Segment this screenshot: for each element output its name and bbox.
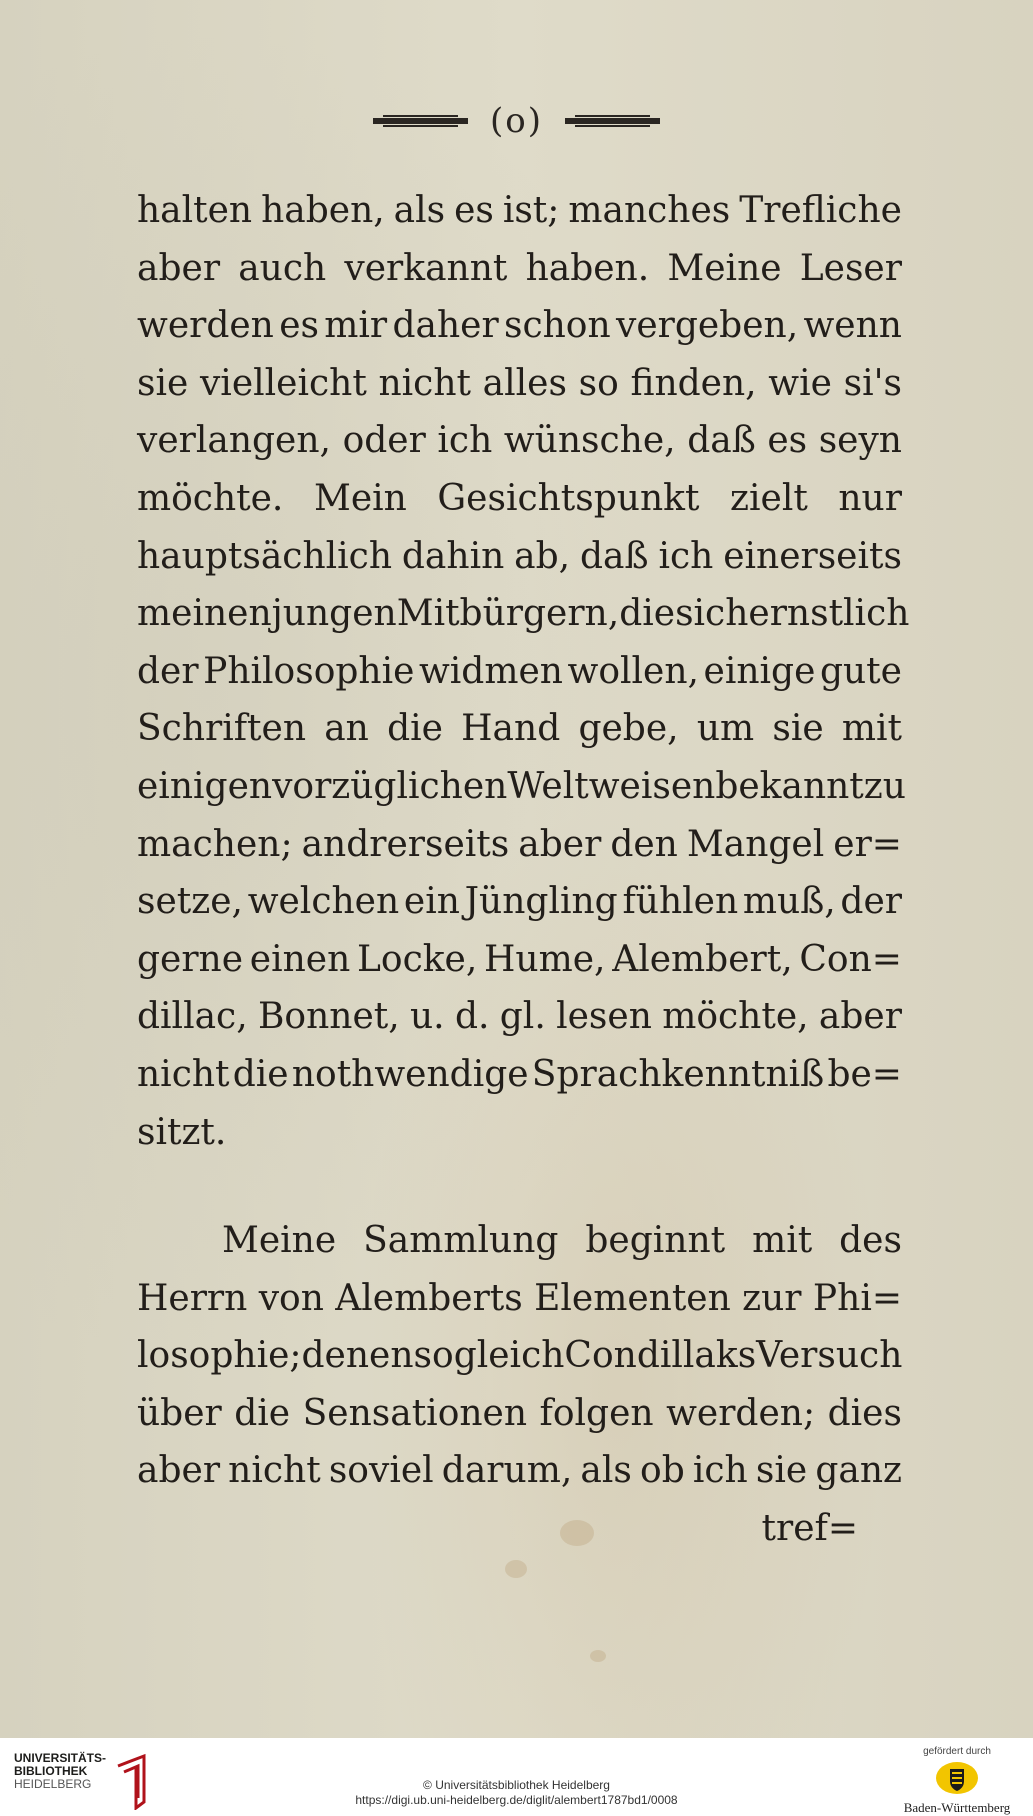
word: daß <box>687 420 756 462</box>
word: an <box>324 708 369 750</box>
word: Elementen <box>534 1277 731 1319</box>
word: schon <box>503 305 611 347</box>
text-line <box>137 1046 902 1104</box>
paragraph-1 <box>137 182 910 1161</box>
word: meinen <box>137 593 272 635</box>
word: sitzt. <box>137 1111 227 1153</box>
word: er= <box>833 823 902 865</box>
word: Phi= <box>812 1277 902 1319</box>
word: Herrn <box>137 1277 248 1319</box>
word: wenn <box>803 305 902 347</box>
copyright-text: © Universitätsbibliothek Heidelberg <box>423 1778 610 1792</box>
word: die <box>619 593 676 635</box>
word: verkannt <box>344 247 508 289</box>
word: Condillaks <box>564 1335 757 1377</box>
word: vorzüglichen <box>272 765 508 807</box>
word: gerne <box>137 938 244 980</box>
word: ich <box>437 420 493 462</box>
word: die <box>234 1392 291 1434</box>
word: Sprachkenntniß <box>531 1053 825 1095</box>
word: beginnt <box>585 1220 726 1261</box>
coat-of-arms-icon <box>935 1761 979 1795</box>
word: Gesichtspunkt <box>437 477 700 519</box>
word: einerseits <box>723 535 902 577</box>
word: Meine <box>667 247 782 289</box>
word: als <box>393 190 446 231</box>
word: gebe, <box>578 708 679 750</box>
word: möchte, <box>662 996 809 1038</box>
word: andrerseits <box>301 823 510 865</box>
text-line <box>137 585 910 643</box>
word: d. <box>454 996 490 1038</box>
word: be= <box>827 1053 902 1095</box>
funded-by-label: gefördert durch <box>923 1746 991 1757</box>
word: wünsche, <box>503 420 676 462</box>
word: Hume, <box>484 938 606 980</box>
word: aber <box>818 996 902 1038</box>
word: der <box>840 881 902 923</box>
word: si's <box>843 362 902 404</box>
word: aber <box>137 247 221 289</box>
paper-stain <box>590 1650 606 1662</box>
word: nicht <box>137 1053 230 1095</box>
paper-stain <box>560 1520 594 1546</box>
text-line <box>137 470 902 528</box>
word: Versuch <box>756 1335 903 1377</box>
text-line <box>137 1104 902 1162</box>
library-name: UNIVERSITÄTS- BIBLIOTHEK HEIDELBERG <box>14 1751 107 1791</box>
word: ein <box>403 881 460 923</box>
text-line <box>137 240 902 298</box>
word: darum, <box>441 1450 573 1492</box>
text-line <box>137 412 902 470</box>
word: vielleicht <box>199 362 367 404</box>
text-line <box>137 1385 902 1443</box>
word: widmen <box>418 650 563 692</box>
word: Locke, <box>357 938 478 980</box>
text-line <box>137 1270 902 1328</box>
word: Meine <box>222 1220 337 1261</box>
word: Jüngling <box>464 881 618 923</box>
word: mit <box>752 1220 813 1261</box>
word: ob <box>640 1450 685 1492</box>
word: jungen <box>271 593 397 635</box>
word: dies <box>827 1392 902 1434</box>
word: nur <box>838 477 902 519</box>
word: folgen <box>539 1392 654 1434</box>
word: Weltweisen <box>507 765 716 807</box>
text-line <box>137 873 902 931</box>
right-ornament <box>565 112 660 130</box>
word: einigen <box>137 765 273 807</box>
word: Philosophie <box>203 650 415 692</box>
text-line <box>137 816 902 874</box>
word: ernstlich <box>748 593 910 635</box>
word: losophie; <box>137 1335 302 1377</box>
word: aber <box>518 823 602 865</box>
word: als <box>580 1450 632 1492</box>
text-line <box>137 1212 902 1270</box>
text-line <box>137 700 902 758</box>
left-ornament <box>373 112 468 130</box>
word: die <box>387 708 443 750</box>
word: so <box>578 362 619 404</box>
word: es <box>767 420 808 462</box>
word: haben. <box>525 247 650 289</box>
word: es <box>454 190 494 231</box>
word: wollen, <box>567 650 699 692</box>
word: des <box>839 1220 902 1261</box>
word: nothwendige <box>291 1053 529 1095</box>
paper-stain <box>505 1560 527 1578</box>
word: nicht <box>378 362 471 404</box>
word: zu <box>863 765 906 807</box>
word: Trefliche <box>739 190 902 231</box>
word: mir <box>324 305 388 347</box>
word: Leser <box>799 247 902 289</box>
word: werden <box>137 305 274 347</box>
word: aber <box>137 1450 221 1492</box>
word: Schriften <box>137 708 307 750</box>
word: zur <box>742 1277 802 1319</box>
word: welchen <box>247 881 400 923</box>
word: oder <box>342 420 426 462</box>
word: fühlen <box>622 881 739 923</box>
word: dillac, <box>137 996 248 1038</box>
text-line <box>137 931 902 989</box>
word: ich <box>692 1450 748 1492</box>
word: haben, <box>261 190 385 231</box>
word: über <box>137 1392 222 1434</box>
funder-logo[interactable] <box>897 1746 1017 1816</box>
footer <box>0 1738 1033 1813</box>
word: Mein <box>313 477 407 519</box>
word: nicht <box>228 1450 321 1492</box>
word: ist; <box>502 190 560 231</box>
word: sie <box>137 362 189 404</box>
word: finden, <box>630 362 757 404</box>
word: sie <box>772 708 824 750</box>
text-line <box>137 1327 902 1385</box>
word: ich <box>658 535 714 577</box>
word: werden; <box>666 1392 816 1434</box>
word: Bonnet, <box>257 996 400 1038</box>
word: Con= <box>799 938 902 980</box>
word: u. <box>410 996 445 1038</box>
word: Sammlung <box>363 1220 559 1261</box>
word: seyn <box>818 420 902 462</box>
word: daß <box>580 535 649 577</box>
word: ab, <box>514 535 571 577</box>
word: dahin <box>401 535 505 577</box>
word: einige <box>703 650 816 692</box>
word: alles <box>482 362 567 404</box>
word: bekannt <box>715 765 864 807</box>
word: hauptsächlich <box>137 535 393 577</box>
word: mit <box>841 708 902 750</box>
copyright-notice <box>0 1778 1033 1808</box>
word: Sensationen <box>302 1392 528 1434</box>
text-line <box>137 758 906 816</box>
word: daher <box>392 305 499 347</box>
text-line <box>137 643 902 701</box>
text-line <box>137 355 902 413</box>
page-header <box>0 96 1033 146</box>
word: denen <box>301 1335 414 1377</box>
text-line <box>137 528 902 586</box>
word: der <box>137 650 199 692</box>
word: gl. <box>499 996 546 1038</box>
word: Mitbürgern, <box>396 593 620 635</box>
word: von <box>258 1277 324 1319</box>
word: setze, <box>137 881 243 923</box>
word: soviel <box>328 1450 434 1492</box>
word: Alemberts <box>335 1277 523 1319</box>
paragraph-2 <box>137 1212 902 1500</box>
funder-name: Baden-Württemberg <box>903 1800 1011 1815</box>
word: um <box>696 708 755 750</box>
word: machen; <box>137 823 293 865</box>
word: Alembert, <box>612 938 793 980</box>
text-line <box>137 297 902 355</box>
word: sich <box>675 593 749 635</box>
word: sogleich <box>413 1335 565 1377</box>
word: wie <box>768 362 832 404</box>
text-line <box>137 182 902 240</box>
page-number: (o) <box>490 101 543 141</box>
word: es <box>279 305 319 347</box>
text-line <box>137 988 902 1046</box>
permalink[interactable]: https://digi.ub.uni-heidelberg.de/diglit/alembert1787bd1/0008 <box>355 1793 678 1807</box>
word: ganz <box>815 1450 902 1492</box>
word: auch <box>238 247 327 289</box>
word: zielt <box>730 477 808 519</box>
text-line <box>137 1442 902 1500</box>
word: lesen <box>556 996 652 1038</box>
word: sie <box>755 1450 808 1492</box>
word: Mangel <box>686 823 825 865</box>
catchword: tref= <box>761 1508 858 1549</box>
word: die <box>232 1053 289 1095</box>
word: halten <box>137 190 253 231</box>
word: Hand <box>461 708 561 750</box>
word: manches <box>568 190 731 231</box>
word: möchte. <box>137 477 284 519</box>
word: einen <box>249 938 351 980</box>
word: den <box>610 823 678 865</box>
word: gute <box>819 650 902 692</box>
word: vergeben, <box>615 305 799 347</box>
word: muß, <box>742 881 836 923</box>
word: verlangen, <box>137 420 331 462</box>
